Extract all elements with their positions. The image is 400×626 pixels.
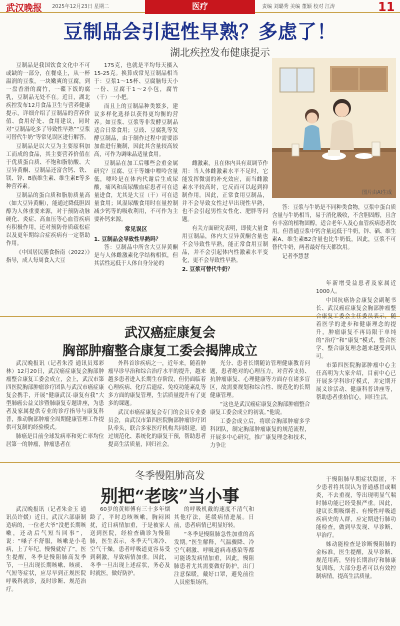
article3-column-3: [174, 506, 254, 622]
paragraph: 工委会成立后，将联合胸部肿瘤多学科团队，制定胸部肿瘤康复的规范流程，开展多中心研究，推广康复理念和技术，力争让: [210, 419, 310, 449]
newspaper-logo: 武汉晚报: [6, 4, 43, 14]
answer-1: 答：豆制品中所含大豆异黄酮是与人体雌激素化学结构相似，但其活性远低于人体自身分泌的: [94, 245, 178, 267]
paragraph: 175克，也就是平均每天摄入15-25克。换算成常见豆制品相当于：豆浆1～15杯、豆腐脑每天小一份、豆腐干1～2小包，腐竹（干）一小把。: [94, 63, 178, 101]
article2-column-3: [210, 360, 310, 460]
paragraph: 答：豆浆与牛奶是不同种类食物，豆浆中蛋白质含量与牛奶相当，易于消化吸收，不含胆固醇，且含有丰富的植物固醇，适合老年人及心血管疾病患者饮用。但普通豆浆中钙含量远低于牛奶，锌、硒、维生素A、维生素B2含量也比牛奶低，因此，豆浆不可替代牛奶，两者最好每天都饮用。: [272, 205, 396, 251]
paragraph: “这也是武汉癌症康复会胸部肿瘤整合康复工委会成立的初衷。”他说。: [210, 402, 310, 416]
issue-date: 2025年12月23日 星期二: [52, 4, 110, 10]
divider: [0, 462, 400, 463]
article3-column-1: [6, 506, 86, 622]
question-2: 2. 豆浆可替代牛奶？: [182, 267, 233, 273]
qa-heading: 常见误区: [124, 227, 148, 233]
paragraph: 豆制品是以大豆为主要原料加工而成的食品，其主要营养价值在于优质蛋白质、不饱和脂肪酸、大豆异黄酮、豆制品还富含钙、铁、镁、锌、B族维生素、维生素E等多种营养素。: [6, 144, 90, 190]
paragraph: 豆制品的蛋白质和脂肪质量高（如大豆异黄酮），能通过降低胆固醇为人体重要来源，对于预防动脉硬化、炎症、高血压等心血管疾病有积极作用，还对预防骨质疏松症以及更年期综合症疾病有一定帮助作用。: [6, 193, 90, 247]
paragraph: 武汉市癌症康复会专门的会员专业委员会，由武汉市第四医院胸部肿瘤诊疗团队牵头，联合多家医疗机构共同组建，通过规范化、系统化的康复干预，帮助患者提高生活质量，回归社会。: [108, 410, 206, 448]
paragraph: 豆制品在加工后哪些会重金属研究？豆腐、豆干等嫌中嘌呤含量低，嘌呤是在体内代谢后生成尿酸，痛风和高尿酸血症患者可在适量进食，尤其是大豆（干）可在适量食用；风湿尿酸食用时在量控制减少钙等的吸收利用，不可作为主要补钙来源。: [94, 161, 178, 223]
kitchen-illustration: [272, 58, 396, 198]
paragraph: 市第四医院胸部肿瘤中心主任高明为大家介绍，目前中心已开展多学科诊疗模式，并定期开展义诊活动、健康科普讲座等，帮助患者重拾信心，回归生活。: [316, 363, 396, 401]
article1-headline: 豆制品会引起性早熟？多虑了！: [63, 21, 337, 43]
paragraph: 肺癌是目前全球发病率和死亡率均位居第一的肿瘤，肿瘤患者在: [6, 434, 104, 448]
article3-column-4: [316, 476, 396, 622]
page-masthead: [0, 0, 400, 13]
paragraph: “冬季是慢阻肺急性加重的高发期。”医生解释，气温骤降、冷空气刺激、呼吸道病毒感染等都可能诱发病情加重，因此，慢阻肺患者尤其需要做好防护，出门注意保暖，戴好口罩，避免前往人员密集场所。: [174, 532, 254, 586]
article1-column-2: [94, 62, 178, 312]
paragraph: 雌激素，且在体内具有双调节作用：当人体雌激素水平不足时，它能发挥微弱的补充效应，而当雌激素水平较高时，它反而可以起到抑制作用。因此，正常食用豆制品，并不会导致女性过早出现性早熟，也不会引起男性女性化、肥胖等问题。: [182, 161, 268, 223]
paragraph: 豆制品是我国饮食文化中不可或缺的一部分，在餐桌上，从一杯温润的豆浆，一块嫩爽的豆腐，到一盘香滑的腐竹，一碟下饭的腐乳，豆制品无处不在。近日，湖北疾控发布12月食品卫生与营养健康提示，详细介绍了豆制品的营养价值、食用好处、食用建议，同时对“豆制品吃多了导致性早熟”“豆浆可替代牛奶”等常见误区进行解答。: [6, 63, 90, 141]
article1-subhead: 湖北疾控发布健康提示: [170, 48, 270, 59]
illustration-caption: 图片由AI生成: [362, 190, 392, 196]
ai-illustration: [272, 58, 396, 198]
paragraph: 姊动能检查是诊断慢阻肺的金标准，医生提醒，及早诊断、规范用药，坚持长期治疗和肺康复训练，大部分患者可以有效控制病情，提高生活质量。: [316, 542, 396, 580]
article1-column-1: [6, 62, 90, 312]
paragraph: 武汉晚报讯（记者朱金玉 通讯员许媛）近日，武汉六部康制造病的，一位老大爷“没把长期咳嗽，还动后气短当回事”，说：“嗓子不舒服，咳嗽是小毛病，上了年纪，慢慢就好了”，医生提醒，冬季是慢阻肺高发季节，一旦出现长期咳嗽、咳痰、气短等症状，应尽早到正规医院呼吸科就诊，及时诊断、规范治疗。: [6, 507, 86, 593]
article2-column-2: [108, 360, 206, 460]
paragraph: 有关方面研究表明，即使大量食用豆制品，体内大豆异黄酮含量也不会导致性早熟，能正常食用豆制品，并不会引起体内性激素水平变化，更不会导致性早熟。: [182, 226, 268, 264]
article3-headline: 别把“老咳”当小事: [100, 487, 240, 507]
article2-headline-line2: 胸部肿瘤整合康复工委会揭牌成立: [62, 344, 258, 359]
paragraph: 60岁的黄师傅有三十多年烟龄了，平时总咳咳嗽，胸闷困扰，近日病情加重，于是被家人送到医院，经检查确诊为慢阻肺，医生表示，冬季天气寒冷、空气干燥，患者呼吸道更容易受到刺激，导致病情加重。因此，冬季一旦出现上述症状，务必及时就医，做好防护。: [90, 507, 170, 577]
editor-credits: 责编 刘璐秀 美编 董颖 校对 江涛: [262, 4, 335, 10]
section-label: 医疗: [145, 0, 255, 14]
reporter-byline: 记者李慧慧: [282, 254, 309, 260]
article2-continuation: [316, 280, 396, 474]
paragraph: 的呼吸机戴的速度不清气和其他疗法，延缓病情进展。日前，患者病情已明显好转。: [174, 507, 254, 529]
article2-headline-line1: 武汉癌症康复会: [124, 326, 216, 341]
paragraph: 而且上的豆制品种类繁多，建议多样化选择以获得更均衡的营养。如豆浆、豆浆等非发酵豆制品适合日常食用；豆豉、豆腐乳等发酵豆制品，由于制作过程中需要添加盐进行腌制，因此其含量较高较高，可作为调味品适量食用。: [94, 104, 178, 158]
article1-column-3: [182, 160, 268, 312]
paragraph: 外科首诊疾病之一，近年来，随着肿瘤早诊早治和综合治疗水平的提升，越来越多患者进入长期生存阶段，但仍面临着心理疾病、化疗后遗症、免疫功能紊乱等多方面的康复管理，生活质量提升有了更多的课题。: [108, 361, 206, 407]
paragraph: 年新增受益患者及家属近1000人。: [316, 281, 396, 295]
question-1: 1. 豆制品会导致性早熟吗？: [94, 237, 161, 243]
page-number: 11: [378, 0, 395, 14]
paragraph: 《中国居民膳食指南（2022）》指导，成人每周食入大豆: [6, 250, 90, 264]
article2-column-1: [6, 360, 104, 460]
article3-column-2: [90, 506, 170, 622]
paragraph: 中国抗癌协会康复会副秘书长、武汉癌症康复会胸部肿瘤整合康复工委会主任委员表示，随着医学的进步和健康理念的提升，肿瘤康复不再局限于单纯的“治疗”和“康复”模式，整合医学、整合康复理念越来越受到认可。: [316, 298, 396, 360]
paragraph: 光分、患者长期随访管理健康教育问题，患者绝对的心理压力，对营养支持、抗肿瘤康复、心理健康等方面存在诸多盲区，故需要规划和综合性、规范化的长期健康管理。: [210, 361, 310, 399]
article3-kicker: 冬季慢阻肺高发: [135, 471, 205, 482]
paragraph: 武汉晚报讯（记者朱滢 通讯员郑彩林）12月20日，武汉癌症康复会胸部肿瘤整合康复工委会成立，会上，武汉市第四医院胸部肿瘤诊疗团队与武汉市癌症康复会携手，开展“健康武汉·康复有我”大型肺癌公益义诊暨肺康复专题讲座，为患者及家属提供专业的诊疗指导与康复科普，推动胸部肿瘤全周期健康管理工作提供可复制的经验模式。: [6, 361, 104, 431]
paragraph: 于慢阻肺早期症状隐匿，不少患者将其误认为普通感冒或咽炎，不去重视，等出现明显气喘时肺功能已经受损严重。因此，建议长期吸烟者、有慢性呼吸道疾病史的人群，应定期进行肺功能检查，做到早发现、早诊断、早治疗。: [316, 477, 396, 539]
